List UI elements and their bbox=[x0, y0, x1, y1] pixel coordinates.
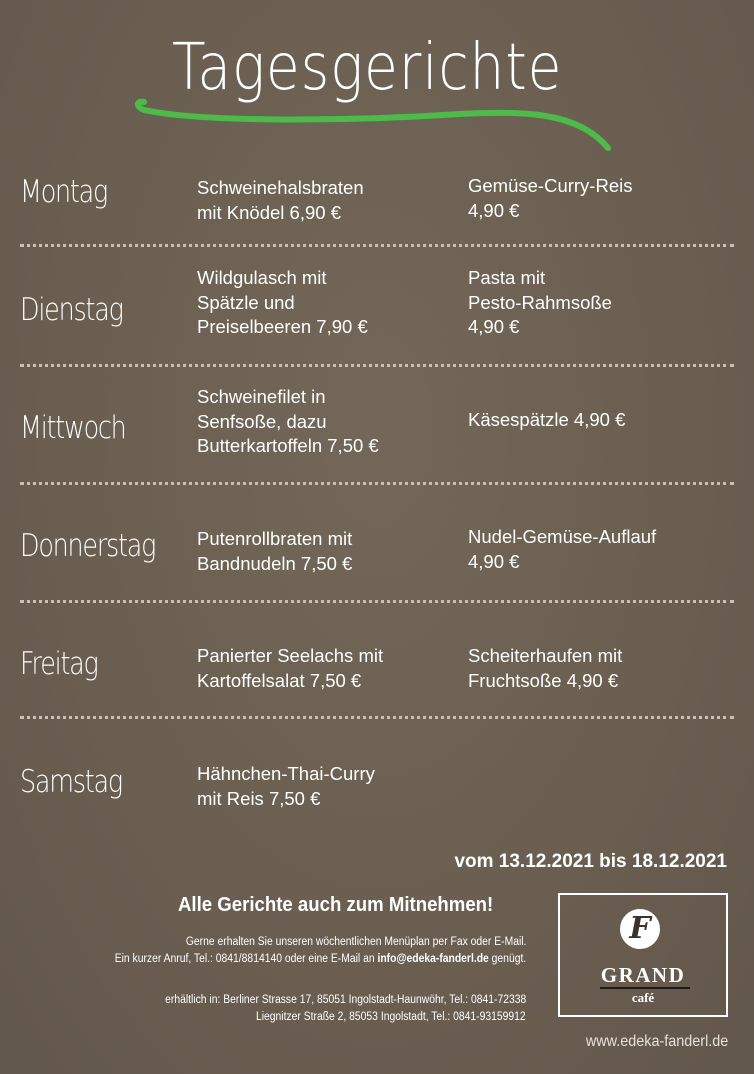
logo-f-icon bbox=[620, 909, 660, 949]
dish-veg-montag: Gemüse-Curry-Reis 4,90 € bbox=[468, 175, 633, 221]
divider bbox=[20, 244, 734, 247]
divider bbox=[20, 600, 734, 603]
logo-name: GRAND bbox=[600, 963, 686, 987]
logo-subtitle: café bbox=[631, 990, 655, 1005]
day-label-montag: Montag bbox=[20, 174, 108, 210]
address-line-2: Liegnitzer Straße 2, 85053 Ingolstadt, Tel.: 0841-93159912 bbox=[256, 1011, 526, 1023]
day-label-samstag: Samstag bbox=[20, 764, 122, 800]
address-line-1: erhältlich in: Berliner Strasse 17, 85051 Ingolstadt-Haunwöhr, Tel.: 0841-72338 bbox=[164, 994, 526, 1006]
dish-main-samstag: Hähnchen-Thai-Curry mit Reis 7,50 € bbox=[197, 763, 375, 809]
logo-letter: F bbox=[629, 911, 651, 946]
dish-main-dienstag: Wildgulasch mit Spätzle und Preiselbeeren 7,90 € bbox=[197, 267, 368, 337]
dish-veg-donnerstag: Nudel-Gemüse-Auflauf 4,90 € bbox=[468, 526, 657, 572]
dish-main-mittwoch: Schweinefilet in Senfsoße, dazu Butterkartoffeln 7,50 € bbox=[197, 386, 379, 456]
dish-main-montag: Schweinehalsbraten mit Knödel 6,90 € bbox=[197, 177, 364, 223]
day-label-donnerstag: Donnerstag bbox=[20, 528, 156, 564]
takeaway-note: Alle Gerichte auch zum Mitnehmen! bbox=[178, 894, 494, 916]
title-underline-swoosh bbox=[130, 84, 630, 164]
day-label-dienstag: Dienstag bbox=[20, 292, 123, 328]
dish-main-donnerstag: Putenrollbraten mit Bandnudeln 7,50 € bbox=[197, 528, 353, 574]
divider bbox=[20, 716, 734, 719]
website-link[interactable]: www.edeka-fanderl.de bbox=[585, 1033, 728, 1050]
date-range: vom 13.12.2021 bis 18.12.2021 bbox=[454, 851, 727, 872]
email-link[interactable]: info@edeka-fanderl.de bbox=[377, 953, 489, 965]
grand-cafe-logo bbox=[558, 893, 728, 1017]
dish-veg-dienstag: Pasta mit Pesto-Rahmsoße 4,90 € bbox=[468, 267, 612, 337]
day-label-freitag: Freitag bbox=[20, 646, 98, 682]
dish-veg-mittwoch: Käsespätzle 4,90 € bbox=[468, 409, 626, 430]
info-line-2-end: genügt. bbox=[488, 953, 526, 965]
day-label-mittwoch: Mittwoch bbox=[20, 410, 126, 446]
dish-veg-freitag: Scheiterhaufen mit Fruchtsoße 4,90 € bbox=[468, 645, 623, 691]
logo-divider bbox=[600, 987, 690, 989]
info-line-1: Gerne erhalten Sie unseren wöchentlichen Menüplan per Fax oder E-Mail. bbox=[185, 936, 526, 948]
divider bbox=[20, 364, 734, 367]
info-line-2-text: Ein kurzer Anruf, Tel.: 0841/8814140 oder eine E-Mail an bbox=[114, 953, 378, 965]
page-title: Tagesgerichte bbox=[172, 31, 563, 105]
info-line-2 bbox=[115, 951, 526, 968]
divider bbox=[20, 482, 734, 485]
dish-main-freitag: Panierter Seelachs mit Kartoffelsalat 7,50 € bbox=[197, 645, 384, 691]
